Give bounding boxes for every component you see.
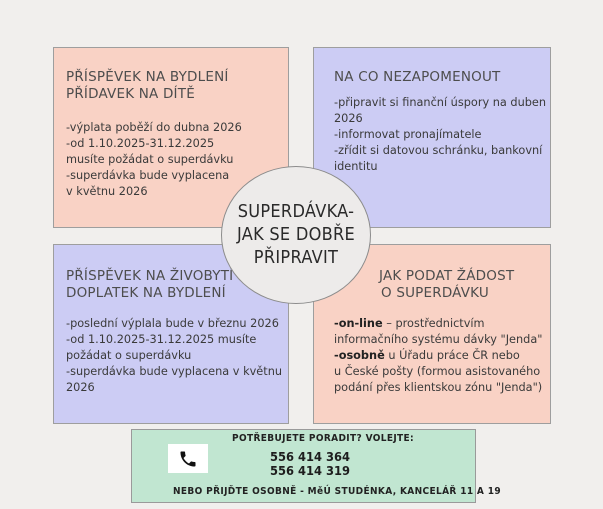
box-title-line: NA CO NEZAPOMENOUT xyxy=(334,69,501,85)
box-text-line: -poslední výplala bude v březnu 2026 xyxy=(66,317,279,330)
box-text-line: požádat o superdávku xyxy=(66,349,192,362)
box-body xyxy=(334,316,542,396)
contact-box xyxy=(131,429,501,503)
text-span: – prostřednictvím xyxy=(382,317,485,330)
box-text-line: -výplata poběží do dubna 2026 xyxy=(66,121,242,134)
box-title-line: PŘÍSPĚVEK NA ŽIVOBYTÍ xyxy=(66,268,234,284)
contact-footer: NEBO PŘIJĎTE OSOBNĚ - MěÚ STUDÉNKA, KANCELÁŘ 11 A 19 xyxy=(173,486,501,497)
box-body xyxy=(66,120,242,200)
box-title xyxy=(66,69,229,103)
box-text-line: v květnu 2026 xyxy=(66,185,148,198)
box-text-line: -od 1.10.2025-31.12.2025 xyxy=(66,137,215,150)
box-text-line: musíte požádat o superdávku xyxy=(66,153,234,166)
main-title-line: SUPERDÁVKA- xyxy=(237,201,355,222)
box-text-line: -připravit si finanční úspory na duben xyxy=(334,96,547,109)
phone-number[interactable]: 556 414 364 xyxy=(270,449,351,464)
main-title-line: JAK SE DOBŘE xyxy=(236,224,356,245)
center-title-circle xyxy=(221,166,371,304)
box-text-line: identitu xyxy=(334,160,378,173)
box-title-line: PŘÍDAVEK NA DÍTĚ xyxy=(66,86,195,102)
box-title xyxy=(379,268,514,302)
box-text-line: -od 1.10.2025-31.12.2025 musíte xyxy=(66,333,257,346)
box-text-line: -zřídit si datovou schránku, bankovní xyxy=(334,144,543,157)
main-title xyxy=(229,200,362,269)
box-text-line: informačního systému dávky "Jenda" xyxy=(334,333,543,346)
bold-text: -on-line xyxy=(334,317,383,330)
box-text-line: -superdávka bude vyplacena v květnu xyxy=(66,365,283,378)
box-body xyxy=(66,316,282,396)
main-title-line: PŘIPRAVIT xyxy=(253,247,339,268)
text-span: u Úřadu práce ČR nebo xyxy=(384,349,520,362)
box-title xyxy=(66,268,233,302)
phone-icon xyxy=(168,444,208,473)
bold-text: -osobně xyxy=(334,349,385,362)
contact-heading: POTŘEBUJETE PORADIT? VOLEJTE: xyxy=(232,433,415,444)
box-title-line: PŘÍSPĚVEK NA BYDLENÍ xyxy=(66,69,229,85)
box-text-line: -informovat pronajímatele xyxy=(334,128,482,141)
box-text-line: u České pošty (formou asistovaného xyxy=(334,365,541,378)
phone-number[interactable]: 556 414 319 xyxy=(270,463,351,478)
box-title-line: JAK PODAT ŽÁDOST xyxy=(379,268,515,284)
box-text-line: podání přes klientskou zónu "Jenda") xyxy=(334,381,543,394)
box-title-line: O SUPERDÁVKU xyxy=(381,285,489,301)
box-text-line xyxy=(334,348,542,364)
box-body xyxy=(334,95,546,175)
box-text-line: -superdávka bude vyplacena xyxy=(66,169,230,182)
box-text-line: 2026 xyxy=(334,112,363,125)
box-title-line: DOPLATEK NA BYDLENÍ xyxy=(66,285,226,301)
box-title xyxy=(334,69,500,86)
box-text-line xyxy=(334,316,542,332)
box-text-line: 2026 xyxy=(66,381,95,394)
